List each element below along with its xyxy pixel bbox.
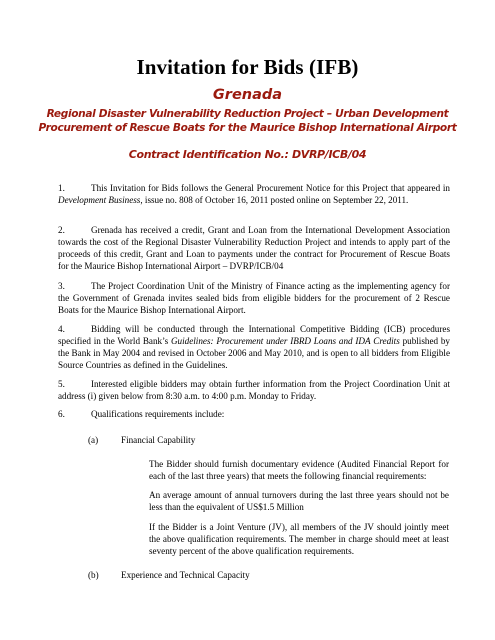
item-label: (b)	[88, 570, 99, 580]
item-a-heading	[88, 434, 448, 446]
paragraph-text: Bidding will be conducted through the International Competitive Bidding (ICB) procedures specified in the World Bank’s	[58, 324, 450, 347]
paragraph-1	[58, 182, 450, 206]
item-heading-text: Financial Capability	[121, 435, 196, 445]
item-a-paragraph-3: If the Bidder is a Joint Venture (JV), all members of the JV should jointly meet the above qualification requirements. The member in charge should meet at least seventy percent of the above qualification requirements.	[149, 522, 449, 557]
paragraph-3	[58, 280, 450, 316]
contract-identification: Contract Identification No.: DVRP/ICB/04	[128, 148, 367, 161]
paragraph-number: 6.	[58, 409, 65, 419]
paragraph-4	[58, 323, 450, 371]
document-title: Invitation for Bids (IFB)	[136, 55, 359, 79]
paragraph-number: 3.	[58, 281, 65, 291]
paragraph-number: 1.	[58, 183, 65, 193]
document-subtitle: Grenada	[212, 87, 283, 103]
publication-name: Development Business	[58, 195, 141, 206]
paragraph-2	[58, 224, 450, 272]
paragraph-5	[58, 378, 450, 402]
paragraph-text: The Project Coordination Unit of the Ministry of Finance acting as the implementing agency for the Government of Grenada invites sealed bids from eligible bidders for the procurement of 2 Rescue Boats for the Maurice Bishop International Airport.	[58, 281, 450, 316]
paragraph-text: , issue no. 808 of October 16, 2011 posted online on September 22, 2011.	[140, 195, 409, 206]
item-label: (a)	[88, 435, 99, 445]
paragraph-text: published by the Bank in May 2004 and revised in October 2006 and May 2010, and is open to all bidders from Eligible Source Countries as defined in the Guidelines.	[58, 336, 450, 371]
paragraph-6	[58, 408, 450, 420]
guidelines-title: Guidelines: Procurement under IBRD Loans and IDA Credits	[170, 336, 400, 347]
paragraph-text: Interested eligible bidders may obtain further information from the Project Coordination Unit at address (i) given below from 8:30 a.m. to 4:00 p.m. Monday to Friday.	[58, 379, 450, 402]
item-a-paragraph-2: An average amount of annual turnovers during the last three years should not be less than the equivalent of US$1.5 Million	[149, 490, 449, 513]
item-b-heading	[88, 569, 448, 581]
item-heading-text: Experience and Technical Capacity	[121, 570, 250, 580]
item-a-paragraph-1: The Bidder should furnish documentary evidence (Audited Financial Report for each of the last three years) that meets the following financial requirements:	[149, 459, 449, 482]
paragraph-text: Grenada has received a credit, Grant and Loan from the International Development Association towards the cost of the Regional Disaster Vulnerability Reduction Project and intends to apply part of the proceeds of this credit, Grant and Loan to payments under the contract for Procurement of Rescue Boats for the Maurice Bishop International Airport – DVRP/ICB/04	[58, 225, 450, 272]
paragraph-text: This Invitation for Bids follows the General Procurement Notice for this Project that appeared in	[91, 183, 450, 193]
project-name-line: Regional Disaster Vulnerability Reduction Project – Urban Development	[46, 108, 449, 120]
paragraph-text: Qualifications requirements include:	[91, 409, 225, 419]
paragraph-number: 4.	[58, 324, 65, 334]
procurement-name-line: Procurement of Rescue Boats for the Maurice Bishop International Airport	[38, 122, 457, 134]
paragraph-number: 2.	[58, 225, 65, 235]
paragraph-number: 5.	[58, 379, 65, 389]
